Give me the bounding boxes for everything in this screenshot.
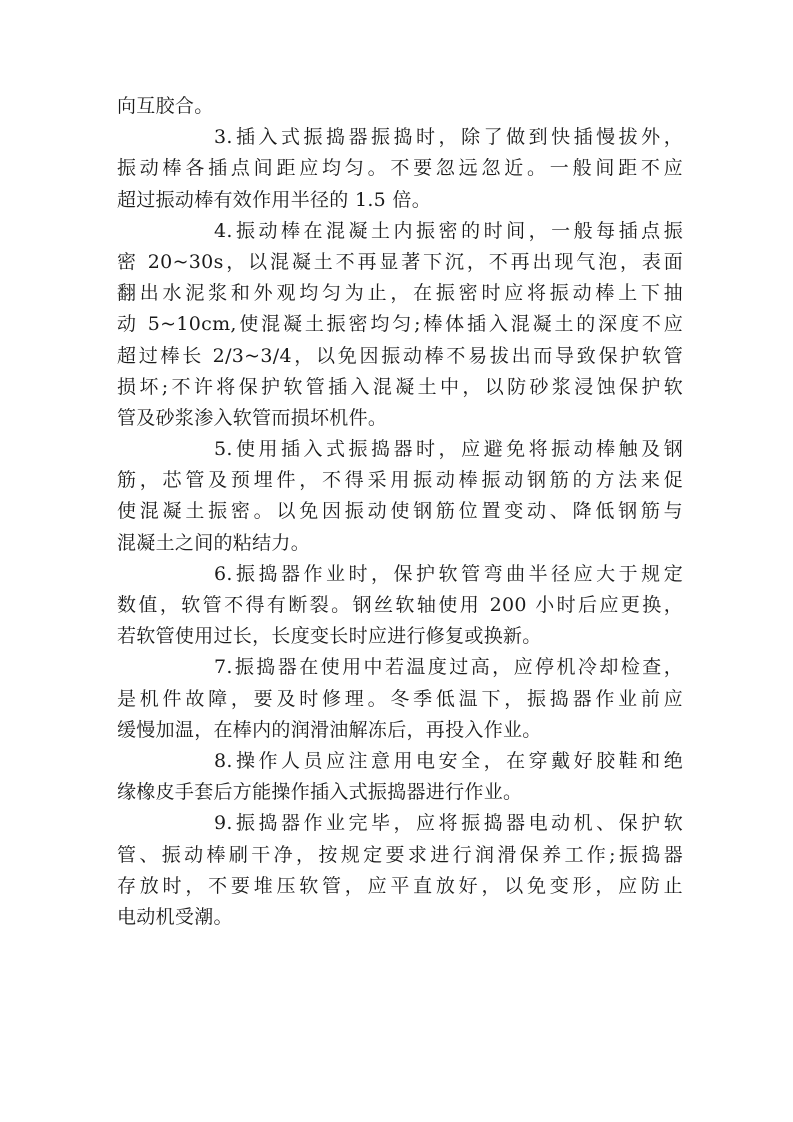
body-text [117, 91, 683, 933]
text-line: 管、振动棒刷干净，按规定要求进行润滑保养工作;振捣器 [117, 843, 683, 866]
text-line: 数值，软管不得有断裂。钢丝软轴使用 200 小时后应更换， [117, 594, 683, 616]
text-line: 筋，芯管及预埋件，不得采用振动棒振动钢筋的方法来促 [117, 469, 683, 492]
text-line: 存放时，不要堆压软管，应平直放好，以免变形，应防止 [117, 874, 683, 897]
text-line: 混凝土之间的粘结力。 [117, 531, 311, 554]
text-line: 损坏;不许将保护软管插入混凝土中，以防砂浆浸蚀保护软 [117, 375, 683, 398]
text-line: 振动棒各插点间距应均匀。不要忽远忽近。一般间距不应 [117, 157, 683, 180]
text-line: 9.振捣器作业完毕，应将振捣器电动机、保护软 [214, 812, 683, 835]
text-line: 电动机受潮。 [117, 905, 233, 928]
text-line: 3.插入式振捣器振捣时，除了做到快插慢拔外， [214, 126, 683, 149]
text-line: 向互胶合。 [117, 95, 214, 117]
text-line: 6.振捣器作业时，保护软管弯曲半径应大于规定 [214, 562, 683, 585]
text-line: 使混凝土振密。以免因振动使钢筋位置变动、降低钢筋与 [117, 500, 683, 523]
text-line: 管及砂浆渗入软管而损坏机件。 [117, 406, 388, 429]
text-line: 4.振动棒在混凝土内振密的时间，一般每插点振 [214, 219, 683, 242]
text-line: 翻出水泥浆和外观均匀为止，在振密时应将振动棒上下抽 [117, 282, 683, 305]
text-line: 8.操作人员应注意用电安全，在穿戴好胶鞋和绝 [214, 749, 683, 772]
text-line: 超过棒长 2/3~3/4，以免因振动棒不易拔出而导致保护软管 [117, 344, 683, 367]
text-line: 缓慢加温，在棒内的润滑油解冻后，再投入作业。 [117, 718, 542, 741]
text-line: 密 20~30s，以混凝土不再显著下沉，不再出现气泡，表面 [117, 250, 683, 273]
text-line: 超过振动棒有效作用半径的 1.5 倍。 [117, 188, 431, 211]
text-line: 缘橡皮手套后方能操作插入式振捣器进行作业。 [117, 781, 523, 804]
text-line: 5.使用插入式振捣器时，应避免将振动棒触及钢 [214, 438, 683, 461]
text-line: 动 5~10cm,使混凝土振密均匀;棒体插入混凝土的深度不应 [117, 313, 683, 336]
text-line: 7.振捣器在使用中若温度过高，应停机冷却检查， [214, 656, 683, 679]
text-line: 是机件故障，要及时修理。冬季低温下，振捣器作业前应 [117, 687, 683, 710]
text-line: 若软管使用过长，长度变长时应进行修复或换新。 [117, 625, 542, 648]
